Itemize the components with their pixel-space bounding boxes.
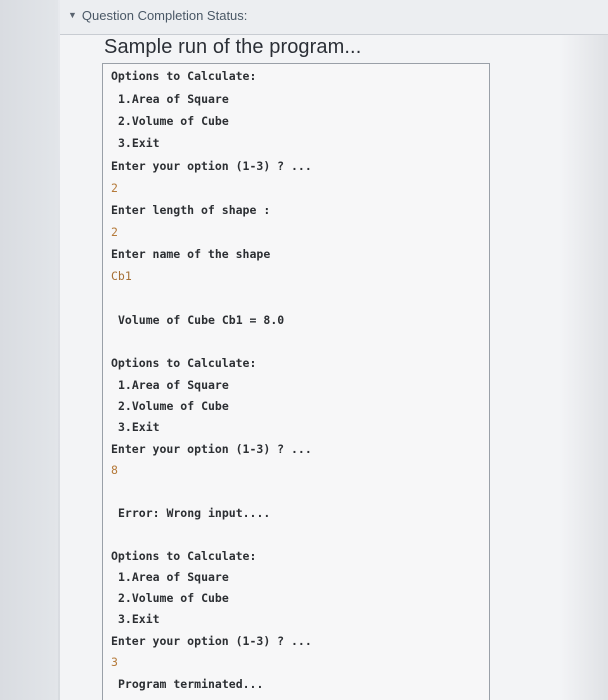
console-line: 3.Exit: [118, 612, 160, 626]
console-line: 2.Volume of Cube: [118, 591, 229, 605]
console-line: Enter length of shape :: [111, 203, 271, 217]
console-line: Options to Calculate:: [111, 69, 257, 83]
console-line: Enter your option (1-3) ? ...: [111, 442, 312, 456]
sample-run-title: Sample run of the program...: [104, 36, 362, 58]
console-line: 3.Exit: [118, 420, 160, 434]
console-input: 3: [111, 655, 118, 669]
console-line: 2.Volume of Cube: [118, 114, 229, 128]
console-line: 2.Volume of Cube: [118, 399, 229, 413]
console-input: 2: [111, 225, 118, 239]
left-margin: [0, 0, 58, 700]
console-input: 2: [111, 181, 118, 195]
console-line: Options to Calculate:: [111, 549, 257, 563]
console-input: Cb1: [111, 269, 132, 283]
console-line: 1.Area of Square: [118, 92, 229, 106]
console-line: Volume of Cube Cb1 = 8.0: [118, 313, 285, 327]
console-output-box: [102, 63, 490, 700]
console-line: Enter your option (1-3) ? ...: [111, 634, 312, 648]
console-input: 8: [111, 463, 118, 477]
console-line: Enter your option (1-3) ? ...: [111, 159, 312, 173]
console-line: Enter name of the shape: [111, 247, 271, 261]
console-line: Error: Wrong input....: [118, 506, 271, 520]
console-line: 3.Exit: [118, 136, 160, 150]
question-completion-status-toggle[interactable]: [68, 8, 247, 23]
console-line: Options to Calculate:: [111, 356, 257, 370]
question-completion-status-label: Question Completion Status:: [81, 8, 248, 23]
console-line: 1.Area of Square: [118, 378, 229, 392]
console-line: Program terminated...: [118, 677, 264, 691]
console-line: 1.Area of Square: [118, 570, 229, 584]
chevron-down-icon: ▼: [68, 9, 77, 20]
right-shade: [560, 34, 608, 700]
